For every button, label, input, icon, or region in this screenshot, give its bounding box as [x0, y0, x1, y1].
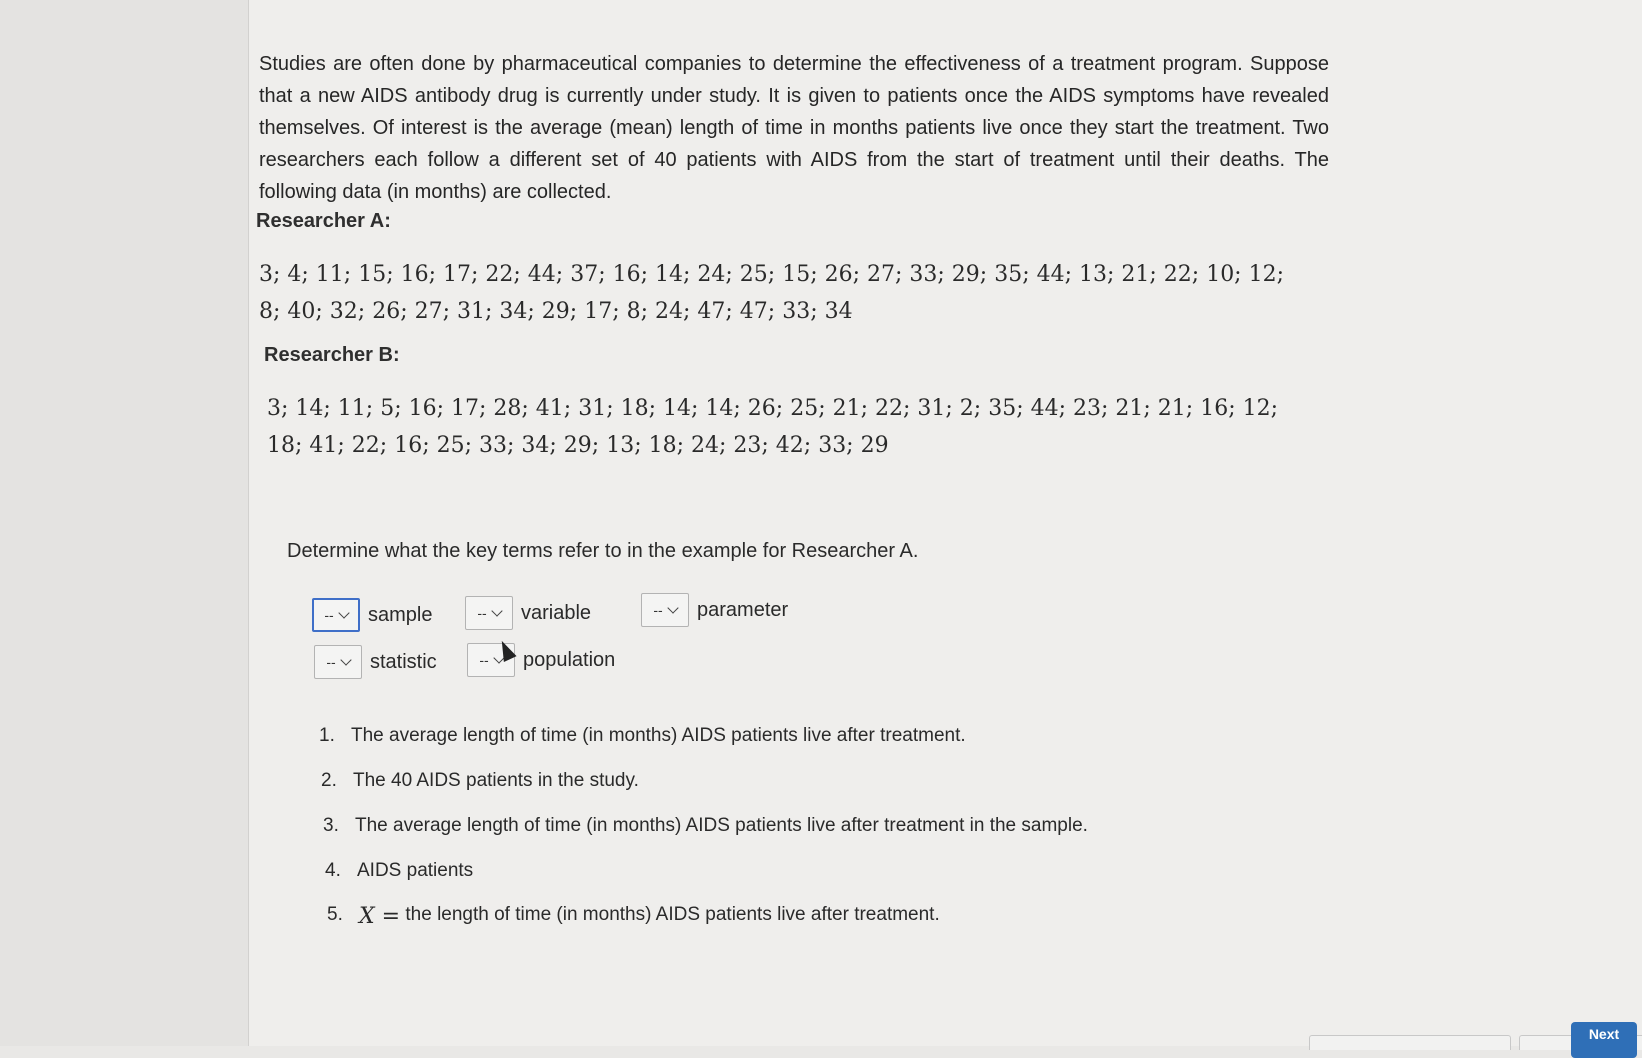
term-label-population: population	[523, 648, 616, 671]
list-item-number: 5.	[327, 904, 343, 925]
next-button[interactable]: Next	[1571, 1022, 1637, 1058]
list-item	[319, 725, 966, 747]
list-item-text: AIDS patients	[357, 860, 474, 881]
chevron-down-icon	[340, 654, 351, 665]
sample-select[interactable]	[312, 598, 360, 632]
math-variable-x: X =	[359, 904, 401, 929]
list-item	[327, 904, 940, 929]
term-label-statistic: statistic	[370, 650, 437, 673]
list-item	[325, 860, 473, 882]
list-item	[321, 770, 639, 792]
select-placeholder: --	[479, 652, 489, 668]
list-item-text: The average length of time (in months) AIDS patients live after treatment.	[351, 725, 966, 746]
parameter-select[interactable]	[641, 593, 689, 627]
statistic-select[interactable]	[314, 645, 362, 679]
term-variable	[465, 596, 591, 630]
researcher-a-heading: Researcher A:	[256, 210, 391, 232]
term-parameter	[641, 593, 788, 627]
list-item	[323, 815, 1088, 837]
bottom-tab	[1309, 1035, 1511, 1050]
select-placeholder: --	[324, 607, 334, 623]
list-item-text: The average length of time (in months) AIDS patients live after treatment in the sample.	[355, 815, 1088, 836]
researcher-a-data: 3; 4; 11; 15; 16; 17; 22; 44; 37; 16; 14; 24; 25; 15; 26; 27; 33; 29; 35; 44; 13; 21; 22; 10; 12; 8; 40; 32; 26; 27; 31; 34; 29; 17; 8; 24; 47; 47; 33; 34	[259, 262, 1284, 324]
term-label-parameter: parameter	[697, 598, 789, 621]
list-item-number: 2.	[321, 770, 337, 791]
chevron-down-icon	[491, 605, 502, 616]
left-margin	[0, 0, 248, 1046]
intro-paragraph: Studies are often done by pharmaceutical companies to determine the effectiveness of a treatment program. Suppose that a new AIDS antibody drug is currently under study. It is given to patients once the AIDS symptoms have revealed themselves. Of interest is the average (mean) length of time in months patients live once they start the treatment. Two researchers each follow a different set of 40 patients with AIDS from the start of treatment until their deaths. The following data (in months) are collected.	[259, 53, 1329, 203]
list-item-number: 4.	[325, 860, 341, 881]
term-sample	[312, 598, 432, 632]
researcher-b-data: 3; 14; 11; 5; 16; 17; 28; 41; 31; 18; 14; 14; 26; 25; 21; 22; 31; 2; 35; 44; 23; 21; 21; 16; 12; 18; 41; 22; 16; 25; 33; 34; 29; 13; 18; 24; 23; 42; 33; 29	[267, 396, 1279, 458]
chevron-down-icon	[338, 607, 349, 618]
chevron-down-icon	[667, 602, 678, 613]
list-item-number: 3.	[323, 815, 339, 836]
variable-select[interactable]	[465, 596, 513, 630]
select-placeholder: --	[653, 602, 663, 618]
term-population	[467, 643, 615, 677]
term-statistic	[314, 645, 437, 679]
researcher-b-heading: Researcher B:	[264, 344, 400, 366]
term-label-sample: sample	[368, 603, 433, 626]
list-item-text: The 40 AIDS patients in the study.	[353, 770, 639, 791]
list-item-text: the length of time (in months) AIDS patients live after treatment.	[405, 904, 940, 925]
select-placeholder: --	[326, 654, 336, 670]
term-label-variable: variable	[521, 601, 592, 624]
question-panel	[248, 0, 1642, 1046]
list-item-number: 1.	[319, 725, 335, 746]
question-text: Determine what the key terms refer to in the example for Researcher A.	[287, 540, 919, 562]
select-placeholder: --	[477, 605, 487, 621]
